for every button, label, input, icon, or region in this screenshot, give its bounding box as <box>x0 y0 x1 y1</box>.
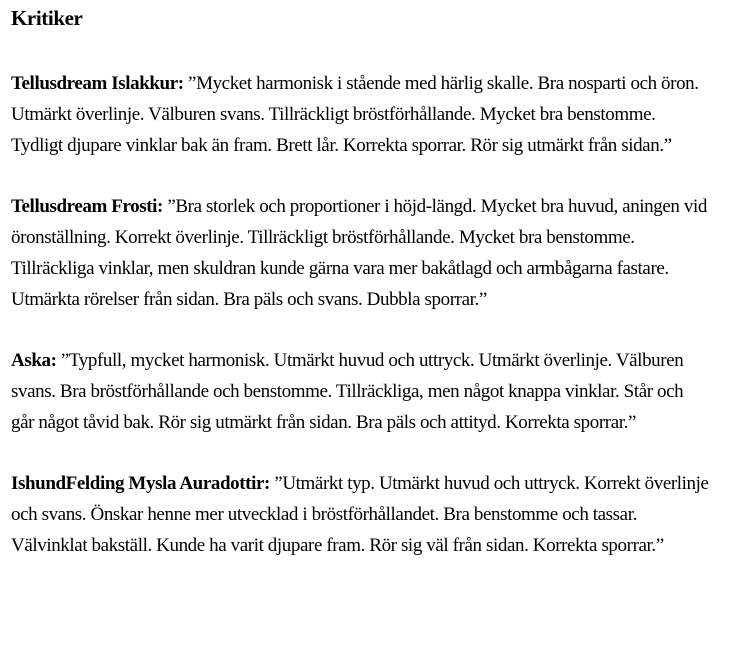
critique-text: ”Bra storlek och proportioner i höjd-längd. Mycket bra huvud, aningen vid öronställning. Korrekt överlinje. Tillräckligt bröstförhållande. Mycket bra benstomme. Tillräckliga vinklar, men skuldran kunde gärna vara mer bakåtlagd och armbågarna fastare. Utmärkta rörelser från sidan. Bra päls och svans. Dubbla sporrar.” <box>11 196 707 310</box>
critique-paragraph <box>11 68 709 161</box>
dog-name: Aska: <box>11 350 57 371</box>
page-title: Kritiker <box>11 6 83 30</box>
critique-text: ”Utmärkt typ. Utmärkt huvud och uttryck. Korrekt överlinje och svans. Önskar henne mer utvecklad i bröstförhållandet. Bra benstomme och tassar. Välvinklat bakställ. Kunde ha varit djupare fram. Rör sig väl från sidan. Korrekta sporrar.” <box>11 473 709 556</box>
dog-name: Tellusdream Frosti: <box>11 196 163 217</box>
critique-text: ”Mycket harmonisk i stående med härlig skalle. Bra nosparti och öron. Utmärkt överlinje. Välburen svans. Tillräckligt bröstförhållande. Mycket bra benstomme. Tydligt djupare vinklar bak än fram. Brett lår. Korrekta sporrar. Rör sig utmärkt från sidan.” <box>11 73 699 156</box>
critique-paragraph <box>11 191 709 315</box>
critique-paragraph <box>11 468 709 561</box>
critique-paragraph <box>11 345 709 438</box>
dog-name: Tellusdream Islakkur: <box>11 73 184 94</box>
critique-text: ”Typfull, mycket harmonisk. Utmärkt huvud och uttryck. Utmärkt överlinje. Välburen svans. Bra bröstförhållande och benstomme. Tillräckliga, men något knappa vinklar. Står och går något tåvid bak. Rör sig utmärkt från sidan. Bra päls och attityd. Korrekta sporrar.” <box>11 350 684 433</box>
dog-name: IshundFelding Mysla Auradottir: <box>11 473 270 494</box>
